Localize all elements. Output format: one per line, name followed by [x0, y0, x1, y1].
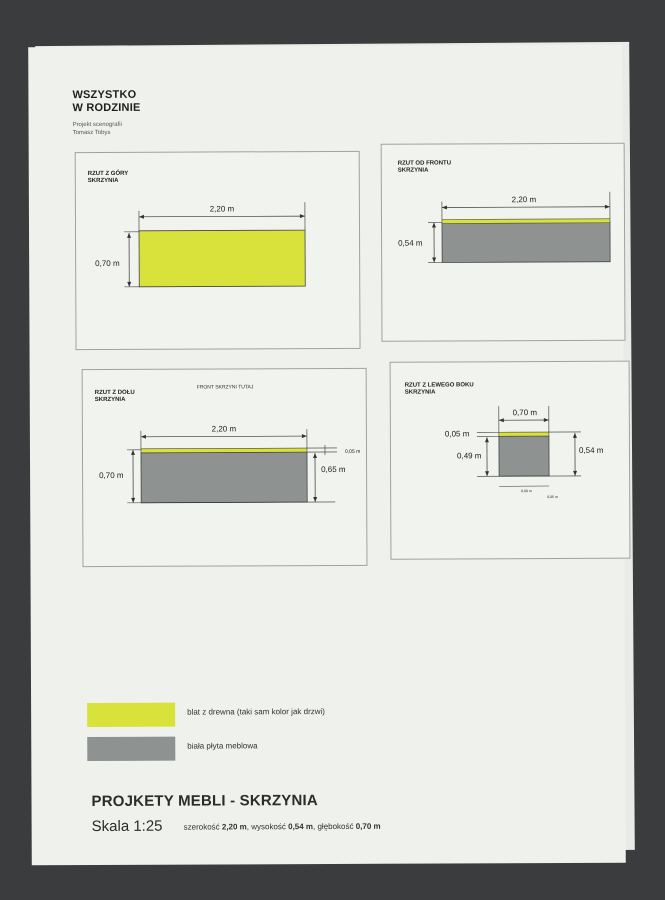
left-bottom-small-label1: 0,60 m	[521, 489, 532, 494]
top-view-wood-surface	[139, 230, 305, 287]
bottom-width-arrow-left	[141, 435, 146, 439]
panel-top-view-title-line1: RZUT Z GÓRY	[87, 170, 129, 178]
panel-left-view-title-line2: SKRZYNIA	[404, 389, 436, 396]
bottom-side-label: 0,65 m	[321, 464, 346, 475]
panel-front-view	[381, 143, 626, 342]
dims-height-value: 0,54 m	[288, 822, 314, 832]
project-author: Tomasz Tobys	[72, 129, 111, 137]
left-height-arrow-down	[573, 471, 577, 476]
bottom-height-arrow-up	[131, 450, 135, 455]
project-title	[72, 89, 140, 115]
dimensions-summary	[184, 822, 381, 832]
legend-swatch-board	[87, 737, 175, 761]
top-width-arrow-right	[300, 214, 305, 218]
left-width-arrow-right	[544, 418, 549, 422]
legend-label-wood: blat z drewna (taki sam kolor jak drzwi)	[187, 707, 325, 717]
project-title-line1: WSZYSTKO	[72, 88, 137, 102]
front-width-arrow-right	[605, 205, 610, 209]
left-height-label: 0,54 m	[578, 445, 604, 455]
left-view-drawing	[391, 362, 630, 559]
top-height-label: 0,70 m	[95, 258, 120, 269]
legend-swatch-wood	[87, 703, 175, 727]
front-view-wood-top	[442, 219, 610, 224]
project-subtitle-line1: Projekt scenografii	[72, 121, 122, 129]
bottom-height-label: 0,70 m	[99, 470, 124, 480]
front-view-board	[442, 222, 610, 263]
bottom-width-label: 2,20 m	[211, 424, 237, 434]
top-height-arrow-up	[127, 233, 131, 238]
bottom-height-arrow-down	[131, 498, 135, 503]
left-inner-arrow-up	[485, 437, 489, 442]
panel-top-view	[75, 151, 361, 350]
panel-left-view	[390, 361, 631, 560]
front-height-arrow-down	[432, 258, 436, 263]
left-height-arrow-up	[573, 433, 577, 438]
dims-width-value: 2,20 m	[221, 822, 247, 832]
left-bottom-small-label2: 0,05 m	[547, 494, 558, 500]
left-view-wood-top	[499, 432, 549, 436]
front-width-dimension-line	[442, 207, 610, 208]
scale-label: Skala 1:25	[91, 817, 163, 836]
front-height-label: 0,54 m	[398, 238, 423, 248]
dims-depth-label: , głębokość	[312, 821, 356, 832]
dims-width-label: szerokość	[183, 822, 222, 832]
left-width-label: 0,70 m	[512, 408, 538, 418]
left-inner-label: 0,49 m	[456, 451, 482, 461]
panel-bottom-view-title-line2: SKRZYNIA	[94, 396, 126, 404]
dims-depth-value: 0,70 m	[355, 821, 381, 831]
bottom-view-drawing	[83, 369, 367, 566]
top-width-dimension-line	[139, 216, 305, 217]
panel-front-view-title-line2: SKRZYNIA	[397, 167, 429, 174]
drawing-sheet	[28, 45, 626, 866]
panel-top-view-title-line2: SKRZYNIA	[87, 177, 119, 185]
panel-bottom-view-title-line1: RZUT Z DOŁU	[94, 389, 135, 397]
front-view-drawing	[382, 144, 625, 341]
front-height-arrow-up	[432, 223, 436, 228]
bottom-width-dimension-line	[141, 436, 307, 437]
top-height-arrow-down	[127, 282, 131, 287]
top-width-arrow-left	[139, 215, 144, 219]
panel-front-view-title-line1: RZUT OD FRONTU	[397, 160, 452, 167]
left-width-arrow-left	[499, 418, 504, 422]
front-width-label: 2,20 m	[511, 195, 537, 205]
front-side-note: FRONT SKRZYNI TUTAJ	[196, 384, 254, 391]
bottom-side-arrow-down	[313, 497, 317, 502]
bottom-view-wood-strip	[141, 448, 307, 453]
left-view-board	[499, 436, 549, 476]
bottom-width-arrow-right	[302, 434, 307, 438]
bottom-side-arrow-up	[313, 453, 317, 458]
panel-bottom-view	[82, 368, 368, 567]
top-view-drawing	[76, 152, 360, 349]
bottom-top-label: 0,05 m	[344, 448, 361, 455]
main-title: PROJKETY MEBLI - SKRZYNIA	[91, 792, 318, 811]
panel-left-view-title-line1: RZUT Z LEWEGO BOKU	[404, 382, 474, 389]
left-inner-arrow-down	[485, 471, 489, 476]
project-title-line2: W RODZINIE	[72, 101, 141, 115]
dims-height-label: , wysokość	[246, 822, 289, 832]
left-top-label: 0,05 m	[444, 429, 470, 439]
bottom-view-board	[141, 452, 307, 503]
top-width-label: 2,20 m	[209, 204, 235, 214]
legend-label-board: biała płyta meblowa	[187, 741, 258, 751]
front-width-arrow-left	[442, 205, 447, 209]
project-subtitle	[73, 121, 122, 137]
